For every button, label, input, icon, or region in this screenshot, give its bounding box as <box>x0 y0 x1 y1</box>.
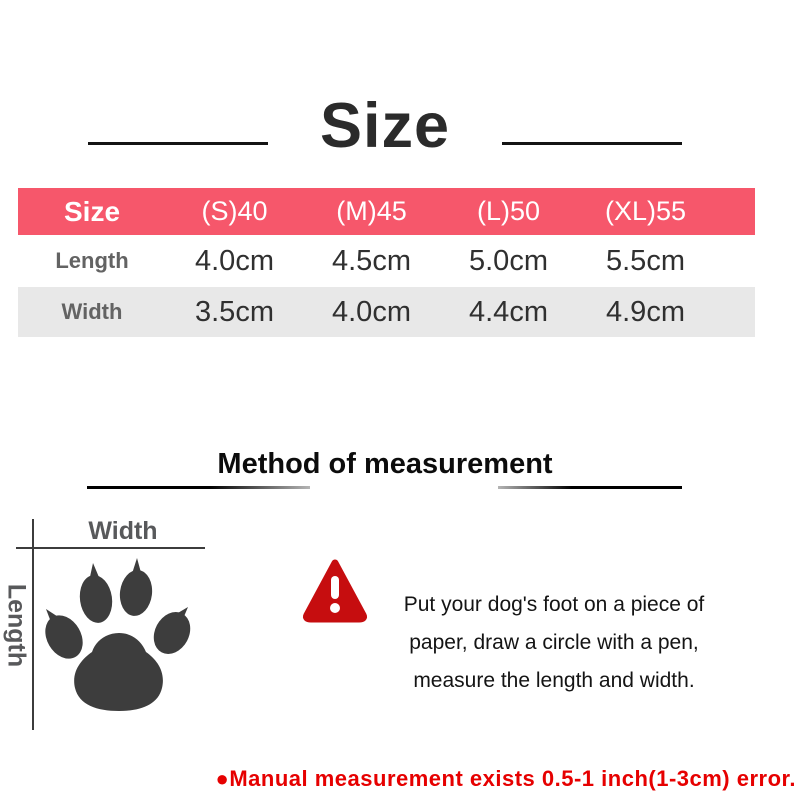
length-value-xl: 5.5cm <box>606 244 685 277</box>
width-value-s: 3.5cm <box>195 295 274 328</box>
header-col-xl55: (XL)55 <box>604 196 687 226</box>
measurement-error-footnote: ●Manual measurement exists 0.5-1 inch(1-3cm) error. <box>215 766 796 791</box>
length-measure-line <box>32 519 34 730</box>
width-measure-line <box>16 547 205 549</box>
size-table-header-row <box>18 188 755 235</box>
header-col-l50: (L)50 <box>476 196 541 226</box>
table-row-width <box>18 287 755 337</box>
length-value-s: 4.0cm <box>195 244 274 277</box>
instruction-line-2: paper, draw a circle with a pen, <box>409 631 699 654</box>
width-value-m: 4.0cm <box>332 295 411 328</box>
length-value-m: 4.5cm <box>332 244 411 277</box>
instruction-line-1: Put your dog's foot on a piece of <box>403 593 705 616</box>
method-section-title: Method of measurement <box>217 448 553 480</box>
header-col-m45: (M)45 <box>336 196 407 226</box>
header-col-s40: (S)40 <box>201 196 268 226</box>
diagram-length-label: Length <box>2 583 31 668</box>
method-divider-right <box>498 486 682 489</box>
width-value-xl: 4.9cm <box>606 295 685 328</box>
title-divider-right <box>502 142 682 145</box>
header-size-label: Size <box>63 195 121 227</box>
measurement-instructions <box>387 586 721 700</box>
width-row-label: Width <box>61 299 123 324</box>
instruction-line-3: measure the length and width. <box>413 669 695 692</box>
width-value-l: 4.4cm <box>469 295 548 328</box>
size-table <box>18 188 755 337</box>
table-row-length <box>18 235 755 287</box>
diagram-width-label: Width <box>88 517 158 545</box>
warning-icon <box>301 557 369 623</box>
method-divider-left <box>87 486 310 489</box>
length-row-label: Length <box>55 248 129 273</box>
paw-print-icon <box>42 552 202 717</box>
length-value-l: 5.0cm <box>469 244 548 277</box>
page-title: Size <box>319 91 451 161</box>
